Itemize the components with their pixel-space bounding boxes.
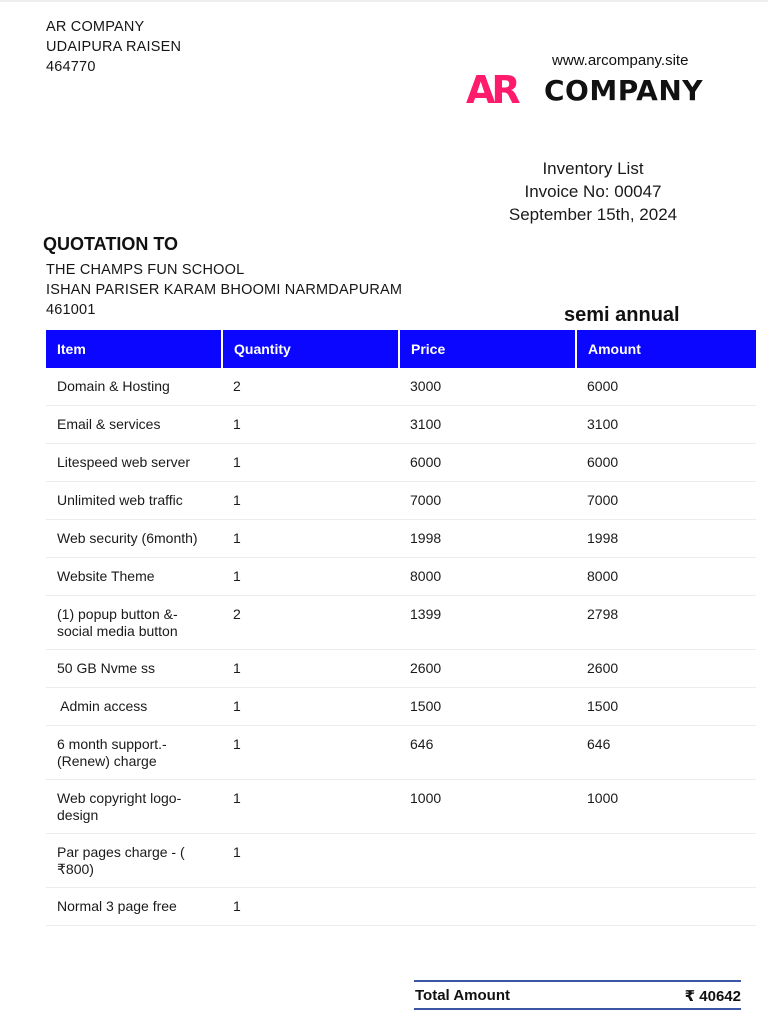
cell-item: Domain & Hosting (46, 368, 222, 406)
table-row (46, 888, 756, 926)
cell-price: 8000 (399, 558, 576, 596)
cell-amount: 1000 (576, 780, 756, 834)
logo-wordmark: COMPANY (544, 74, 704, 107)
cell-amount: 6000 (576, 368, 756, 406)
cell-price: 3000 (399, 368, 576, 406)
cell-amount: 1500 (576, 688, 756, 726)
cell-item: Web security (6month) (46, 520, 222, 558)
table-row (46, 520, 756, 558)
logo-mark: AR (466, 70, 517, 110)
cell-quantity: 1 (222, 688, 399, 726)
cell-quantity: 1 (222, 444, 399, 482)
cell-item: Web copyright logo- design (46, 780, 222, 834)
cell-price: 2600 (399, 650, 576, 688)
cell-quantity: 2 (222, 368, 399, 406)
cell-quantity: 2 (222, 596, 399, 650)
cell-quantity: 1 (222, 888, 399, 926)
quotation-heading: QUOTATION TO (43, 234, 178, 254)
cell-quantity: 1 (222, 406, 399, 444)
cell-amount: 8000 (576, 558, 756, 596)
total-amount-value: ₹ 40642 (684, 988, 741, 1005)
table-header-row (46, 330, 756, 368)
document-title: Inventory List (542, 159, 644, 178)
document-date: September 15th, 2024 (508, 205, 678, 224)
cell-item: (1) popup button &- social media button (46, 596, 222, 650)
cell-price: 646 (399, 726, 576, 780)
invoice-number: Invoice No: 00047 (524, 182, 662, 201)
cell-item: Litespeed web server (46, 444, 222, 482)
company-website: www.arcompany.site (552, 52, 689, 69)
total-amount-box (414, 980, 741, 1010)
table-row (46, 482, 756, 520)
cell-amount (576, 834, 756, 888)
cell-amount (576, 888, 756, 926)
table-row (46, 726, 756, 780)
table-row (46, 780, 756, 834)
cell-item: 50 GB Nvme ss (46, 650, 222, 688)
client-info-block (46, 260, 402, 320)
column-header-price: Price (399, 330, 576, 368)
table-row (46, 406, 756, 444)
cell-amount: 1998 (576, 520, 756, 558)
cell-item: Par pages charge - ( ₹800) (46, 834, 222, 888)
cell-quantity: 1 (222, 726, 399, 780)
table-row (46, 650, 756, 688)
column-header-item: Item (46, 330, 222, 368)
cell-price (399, 834, 576, 888)
cell-amount: 2798 (576, 596, 756, 650)
client-pincode: 461001 (46, 302, 96, 318)
cell-amount: 6000 (576, 444, 756, 482)
company-address-line: UDAIPURA RAISEN (46, 39, 182, 55)
cell-amount: 646 (576, 726, 756, 780)
client-name: THE CHAMPS FUN SCHOOL (46, 262, 245, 278)
cell-price: 7000 (399, 482, 576, 520)
cell-amount: 2600 (576, 650, 756, 688)
cell-quantity: 1 (222, 520, 399, 558)
cell-amount: 7000 (576, 482, 756, 520)
cell-item: Unlimited web traffic (46, 482, 222, 520)
cell-item: Website Theme (46, 558, 222, 596)
cell-quantity: 1 (222, 650, 399, 688)
table-row (46, 558, 756, 596)
table-row (46, 596, 756, 650)
cell-item: 6 month support.- (Renew) charge (46, 726, 222, 780)
plan-label: semi annual (564, 304, 680, 326)
cell-quantity: 1 (222, 558, 399, 596)
cell-item: Normal 3 page free (46, 888, 222, 926)
cell-amount: 3100 (576, 406, 756, 444)
table-row (46, 368, 756, 406)
cell-item: Admin access (46, 688, 222, 726)
cell-quantity: 1 (222, 780, 399, 834)
column-header-quantity: Quantity (222, 330, 399, 368)
cell-price: 3100 (399, 406, 576, 444)
company-name: AR COMPANY (46, 19, 145, 35)
company-logo (466, 70, 726, 110)
column-header-amount: Amount (576, 330, 756, 368)
total-amount-label: Total Amount (415, 987, 510, 1004)
client-address: ISHAN PARISER KARAM BHOOMI NARMDAPURAM (46, 282, 403, 298)
cell-price: 1399 (399, 596, 576, 650)
table-row (46, 834, 756, 888)
company-address-block (46, 17, 181, 77)
cell-quantity: 1 (222, 482, 399, 520)
cell-quantity: 1 (222, 834, 399, 888)
cell-price: 6000 (399, 444, 576, 482)
page-top-border (0, 0, 768, 2)
document-info (490, 157, 696, 226)
table-row (46, 444, 756, 482)
cell-price: 1500 (399, 688, 576, 726)
cell-price: 1000 (399, 780, 576, 834)
cell-price (399, 888, 576, 926)
company-pincode: 464770 (46, 59, 96, 75)
cell-item: Email & services (46, 406, 222, 444)
items-table (46, 330, 756, 926)
cell-price: 1998 (399, 520, 576, 558)
table-row (46, 688, 756, 726)
